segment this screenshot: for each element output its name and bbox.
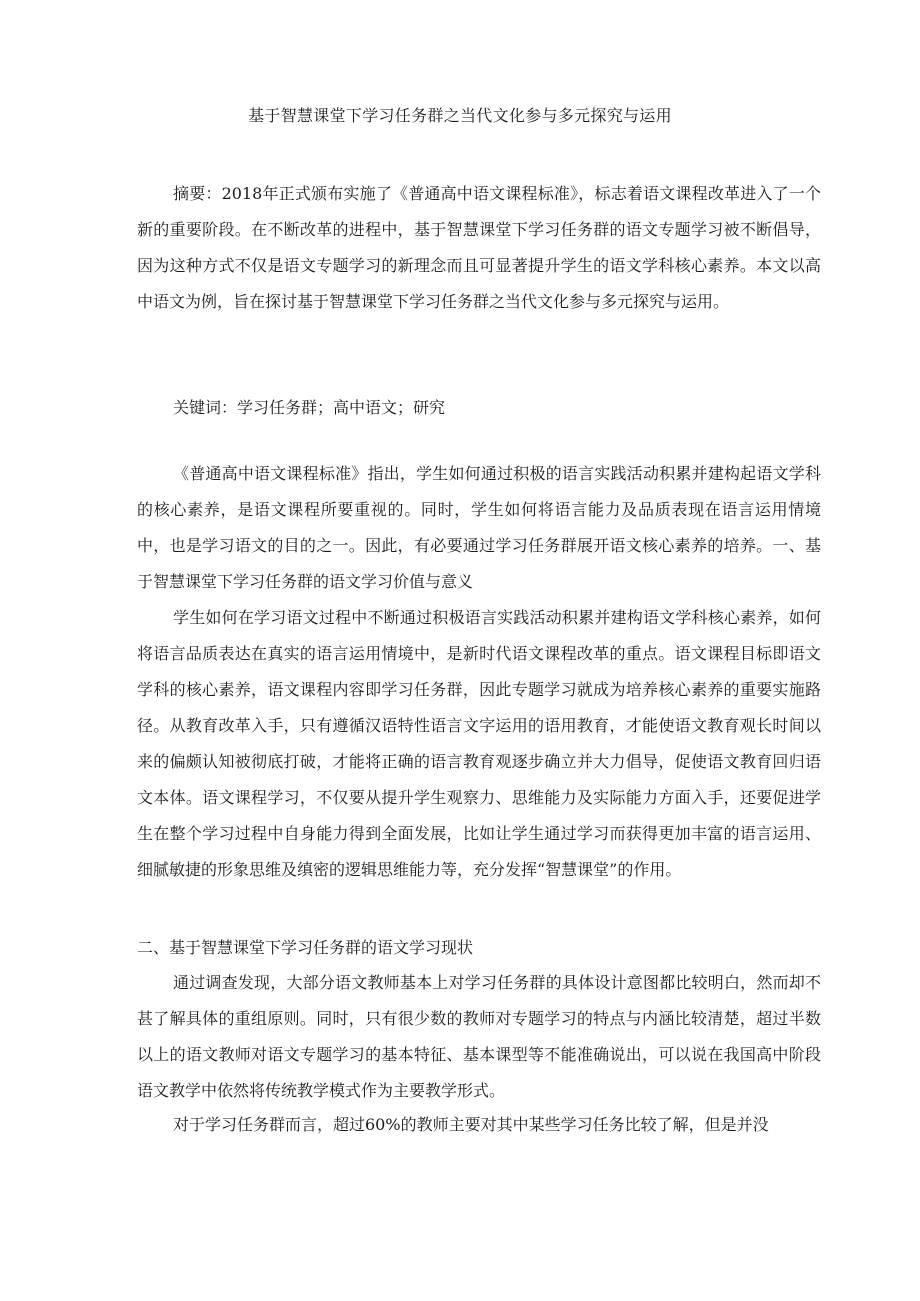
- section1-block: [137, 600, 821, 888]
- abstract-paragraph: 摘要：2018年正式颁布实施了《普通高中语文课程标准》，标志着语文课程改革进入了一个新的重要阶段。在不断改革的进程中，基于智慧课堂下学习任务群的语文专题学习被不断倡导，因为这种方式不仅是语文专题学习的新理念而且可显著提升学生的语文学科核心素养。本文以高中语文为例，旨在探讨基于智慧课堂下学习任务群之当代文化参与多元探究与运用。: [137, 184, 821, 311]
- section2-block: [137, 965, 821, 1109]
- section2-heading: 二、基于智慧课堂下学习任务群的语文学习现状: [137, 938, 474, 957]
- section2-paragraph: 通过调查发现，大部分语文教师基本上对学习任务群的具体设计意图都比较明白，然而却不甚了解具体的重组原则。同时，只有很少数的教师对专题学习的特点与内涵比较清楚，超过半数以上的语文教师对语文专题学习的基本特征、基本课型等不能准确说出，可以说在我国高中阶段语文教学中依然将传统教学模式作为主要教学形式。: [137, 973, 821, 1100]
- section2-continuation-block: [137, 1107, 821, 1143]
- intro-paragraph: 《普通高中语文课程标准》指出，学生如何通过积极的语言实践活动积累并建构起语文学科的核心素养，是语文课程所要重视的。同时，学生如何将语言能力及品质表现在语言运用情境中，也是学习语文的目的之一。因此，有必要通过学习任务群展开语文核心素养的培养。一、基于智慧课堂下学习任务群的语文学习价值与意义: [137, 464, 821, 591]
- intro-block: [137, 456, 821, 600]
- section1-paragraph: 学生如何在学习语文过程中不断通过积极语言实践活动积累并建构语文学科核心素养，如何将语言品质表达在真实的语言运用情境中，是新时代语文课程改革的重点。语文课程目标即语文学科的核心素养，语文课程内容即学习任务群，因此专题学习就成为培养核心素养的重要实施路径。从教育改革入手，只有遵循汉语特性语言文字运用的语用教育，才能使语文教育观长时间以来的偏颇认知被彻底打破，才能将正确的语言教育观逐步确立并大力倡导，促使语文教育回归语文本体。语文课程学习，不仅要从提升学生观察力、思维能力及实际能力方面入手，还要促进学生在整个学习过程中自身能力得到全面发展，比如让学生通过学习而获得更加丰富的语言运用、细腻敏捷的形象思维及缜密的逻辑思维能力等，充分发挥“智慧课堂”的作用。: [137, 608, 821, 879]
- keywords-line: 关键词：学习任务群；高中语文；研究: [173, 398, 446, 417]
- section2-continuation: 对于学习任务群而言，超过60%的教师主要对其中某些学习任务比较了解，但是并没: [173, 1115, 769, 1134]
- document-title: 基于智慧课堂下学习任务群之当代文化参与多元探究与运用: [248, 106, 672, 125]
- abstract-block: [137, 176, 821, 320]
- section2-heading-block: [137, 930, 821, 966]
- keywords-block: [173, 390, 857, 426]
